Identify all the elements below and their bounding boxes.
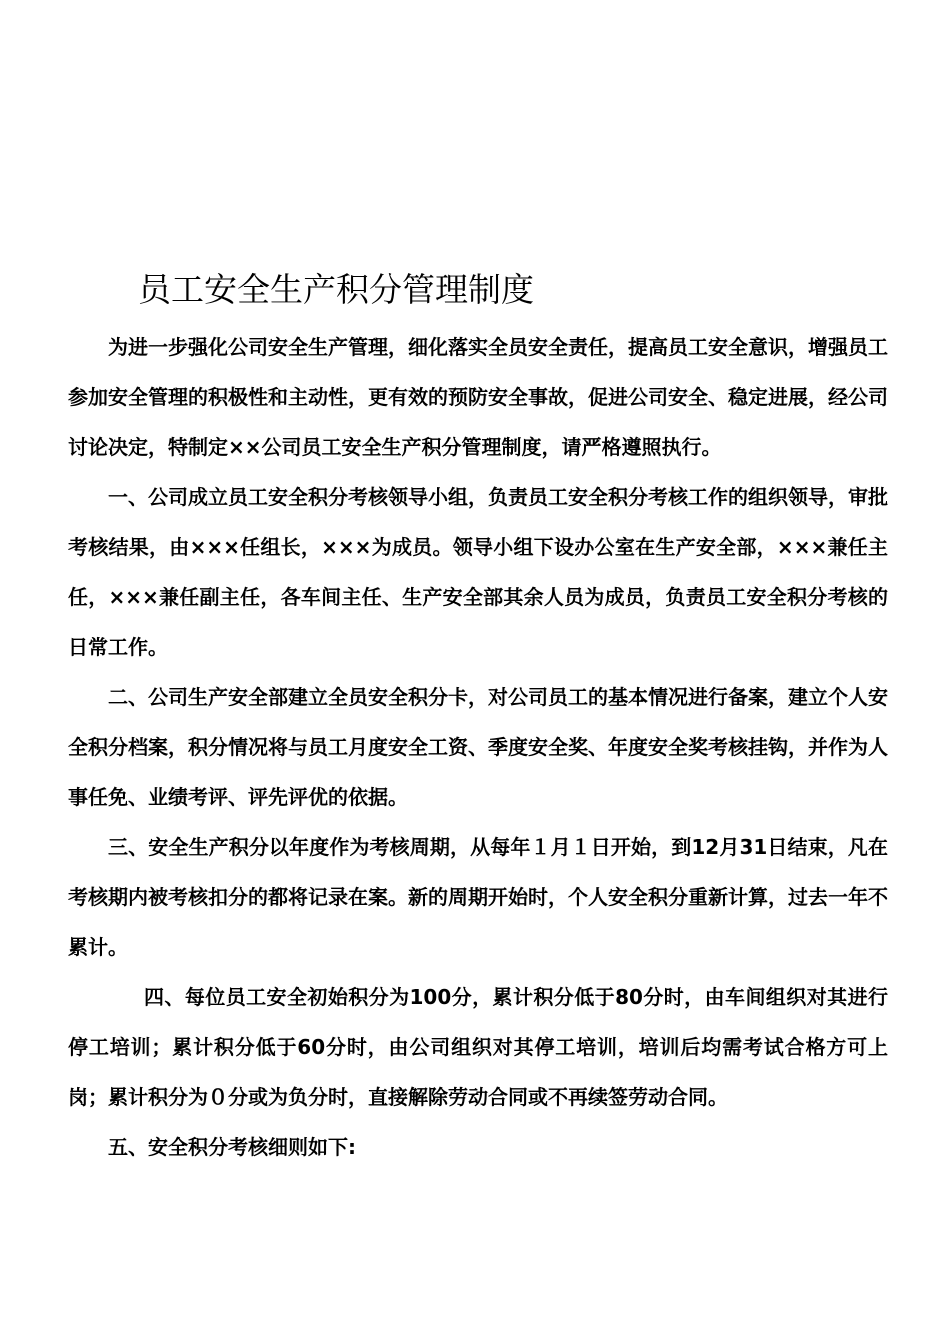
document-title: 员工安全生产积分管理制度 — [138, 270, 534, 309]
section-2-paragraph: 二、公司生产安全部建立全员安全积分卡，对公司员工的基本情况进行备案，建立个人安全积分档案，积分情况将与员工月度安全工资、季度安全奖、年度安全奖考核挂钩，并作为人事任免、业绩考评、评先评优的依据。 — [68, 685, 888, 809]
section-5-heading: 五、安全积分考核细则如下: — [108, 1135, 356, 1159]
intro-paragraph: 为进一步强化公司安全生产管理，细化落实全员安全责任，提高员工安全意识，增强员工参加安全管理的积极性和主动性，更有效的预防安全事故，促进公司安全、稳定进展，经公司讨论决定，特制定××公司员工安全生产积分管理制度，请严格遵照执行。 — [68, 335, 888, 459]
section-3-paragraph: 三、安全生产积分以年度作为考核周期，从每年１月１日开始，到12月31日结束，凡在考核期内被考核扣分的都将记录在案。新的周期开始时，个人安全积分重新计算，过去一年不累计。 — [68, 835, 888, 959]
document-body — [68, 322, 888, 1172]
section-1-paragraph: 一、公司成立员工安全积分考核领导小组，负责员工安全积分考核工作的组织领导，审批考核结果，由×××任组长，×××为成员。领导小组下设办公室在生产安全部，×××兼任主任，×××兼任副主任，各车间主任、生产安全部其余人员为成员，负责员工安全积分考核的日常工作。 — [68, 485, 888, 659]
section-4-paragraph: 四、每位员工安全初始积分为100分，累计积分低于80分时，由车间组织对其进行停工培训；累计积分低于60分时，由公司组织对其停工培训，培训后均需考试合格方可上岗；累计积分为０分或为负分时，直接解除劳动合同或不再续签劳动合同。 — [68, 985, 888, 1109]
